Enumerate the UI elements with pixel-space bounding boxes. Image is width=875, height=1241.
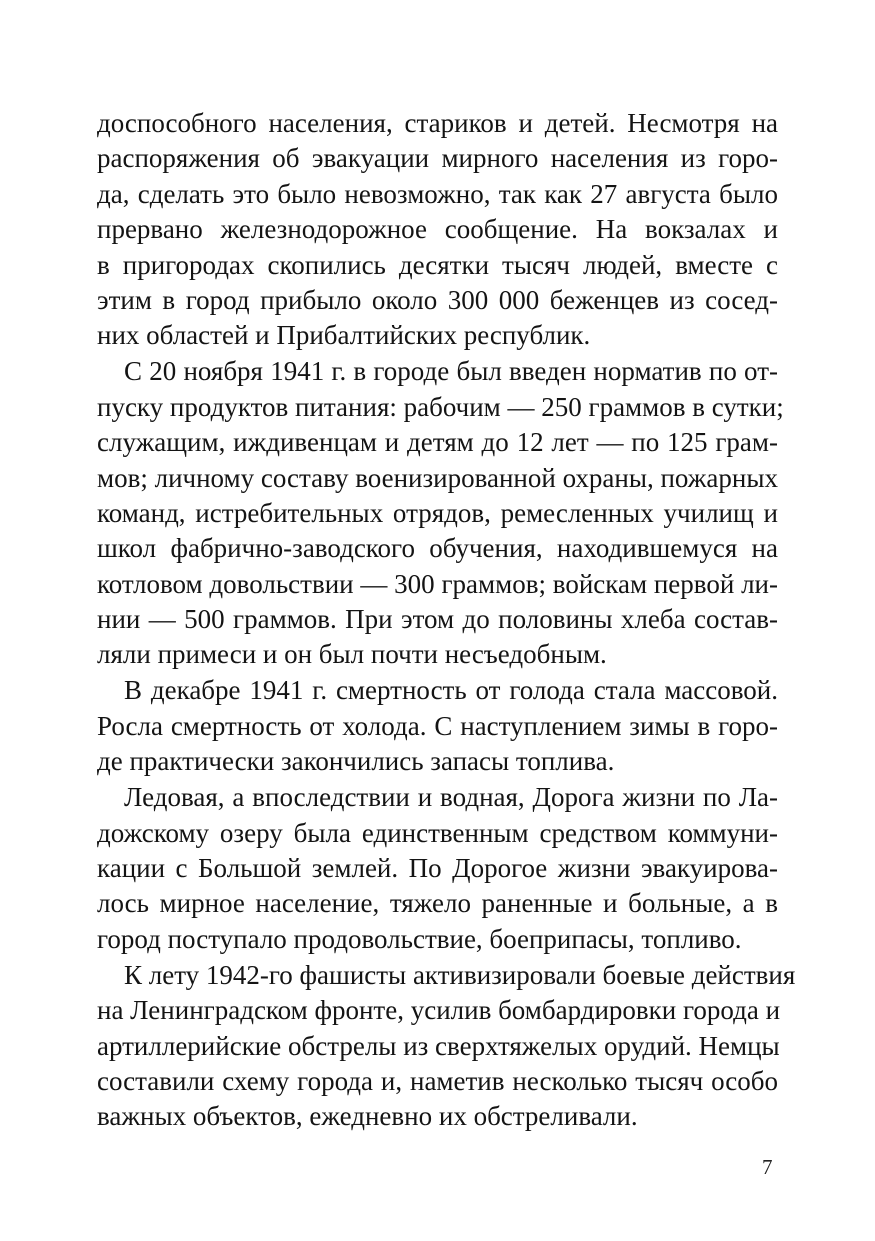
- text-line: дожскому озеру была единственным средством коммуни-: [97, 817, 778, 848]
- paragraph-1: [97, 106, 778, 354]
- text-line: в пригородах скопились десятки тысяч людей, вместе с: [97, 249, 778, 280]
- text-line: артиллерийские обстрелы из сверхтяжелых орудий. Немцы: [97, 1030, 780, 1061]
- text-line: де практически закончились запасы топлива.: [97, 746, 615, 777]
- paragraph-3: [97, 673, 778, 779]
- text-line: них областей и Прибалтийских республик.: [97, 320, 591, 351]
- text-line: В декабре 1941 г. смертность от голода стала массовой.: [124, 675, 778, 706]
- text-line: лось мирное население, тяжело раненные и больные, а в: [97, 888, 778, 919]
- page-number: 7: [762, 1155, 773, 1179]
- text-line: К лету 1942-го фашисты активизировали боевые действия: [124, 959, 796, 990]
- text-line: мов; личному составу военизированной охраны, пожарных: [97, 462, 778, 493]
- text-line: котловом довольствии — 300 граммов; войскам первой ли-: [97, 568, 778, 599]
- text-line: составили схему города и, наметив несколько тысяч особо: [97, 1065, 778, 1096]
- text-line: распоряжения об эвакуации мирного населения из горо-: [97, 143, 778, 174]
- text-line: кации с Большой землей. По Дорогое жизни эвакуирова-: [97, 852, 778, 883]
- text-line: школ фабрично-заводского обучения, находившемуся на: [97, 533, 778, 564]
- text-line: доспособного населения, стариков и детей. Несмотря на: [97, 108, 778, 138]
- text-line: прервано железнодорожное сообщение. На вокзалах и: [97, 214, 778, 245]
- text-line: Росла смертность от холода. С наступлением зимы в горо-: [97, 710, 778, 741]
- text-line: да, сделать это было невозможно, так как 27 августа было: [97, 178, 778, 209]
- text-line: Ледовая, а впоследствии и водная, Дорога жизни по Ла-: [124, 782, 778, 813]
- text-line: служащим, иждивенцам и детям до 12 лет — по 125 грам-: [97, 427, 778, 458]
- text-line: С 20 ноября 1941 г. в городе был введен норматив по от-: [124, 356, 778, 387]
- text-line: на Ленинградском фронте, усилив бомбардировки города и: [97, 995, 781, 1026]
- text-line: нии — 500 граммов. При этом до половины хлеба состав-: [97, 604, 778, 635]
- body-text: [97, 106, 796, 1135]
- paragraph-4: [97, 780, 778, 957]
- text-line: важных объектов, ежедневно их обстреливали.: [97, 1101, 638, 1132]
- text-line: пуску продуктов питания: рабочим — 250 граммов в сутки;: [97, 391, 784, 422]
- paragraph-5: [97, 958, 796, 1135]
- paragraph-2: [97, 354, 784, 673]
- text-line: команд, истребительных отрядов, ремесленных училищ и: [97, 497, 778, 528]
- text-line: ляли примеси и он был почти несъедобным.: [97, 639, 607, 670]
- text-line: этим в город прибыло около 300 000 беженцев из сосед-: [97, 284, 778, 315]
- text-line: город поступало продовольствие, боеприпасы, топливо.: [97, 923, 742, 954]
